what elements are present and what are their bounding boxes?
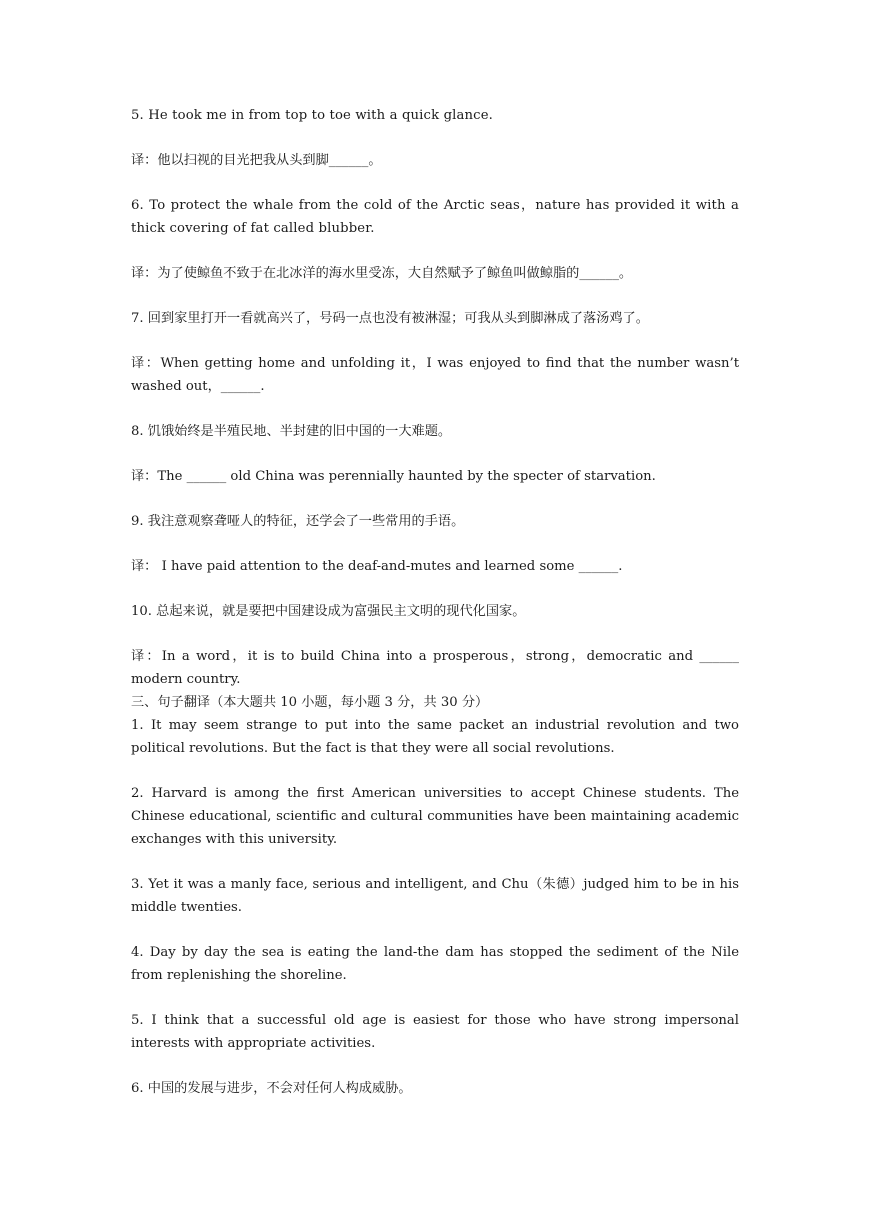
question-6-english: 6. To protect the whale from the cold of the Arctic seas，nature has provided it with a thick covering of fat called blubber.: [131, 198, 744, 236]
sentence-4: 4. Day by day the sea is eating the land-the dam has stopped the sediment of the Nile from replenishing the shoreline.: [131, 945, 744, 983]
question-8-chinese: 8. 饥饿始终是半殖民地、半封建的旧中国的一大难题。: [131, 424, 452, 439]
sentence-6: 6. 中国的发展与进步，不会对任何人构成威胁。: [131, 1081, 412, 1096]
sentence-1: 1. It may seem strange to put into the same packet an industrial revolution and two political revolutions. But the fact is that they were all social revolutions.: [131, 718, 744, 756]
question-10-chinese: 10. 总起来说，就是要把中国建设成为富强民主文明的现代化国家。: [131, 604, 526, 619]
question-5-translation: 译：他以扫视的目光把我从头到脚______。: [131, 153, 382, 168]
question-9-translation: 译： I have paid attention to the deaf-and-mutes and learned some ______.: [131, 559, 623, 574]
question-7-chinese: 7. 回到家里打开一看就高兴了，号码一点也没有被淋湿；可我从头到脚淋成了落汤鸡了。: [131, 311, 649, 326]
question-10-translation: 译：In a word，it is to build China into a prosperous，strong，democratic and ______ modern country.: [131, 649, 744, 687]
sentence-5: 5. I think that a successful old age is easiest for those who have strong impersonal interests with appropriate activities.: [131, 1013, 744, 1051]
question-7-translation: 译：When getting home and unfolding it，I was enjoyed to find that the number wasn’t washed out，______.: [131, 356, 744, 394]
sentence-3: 3. Yet it was a manly face, serious and intelligent, and Chu（朱德）judged him to be in his middle twenties.: [131, 877, 744, 915]
question-9-chinese: 9. 我注意观察聋哑人的特征，还学会了一些常用的手语。: [131, 514, 465, 529]
question-6-translation: 译：为了使鲸鱼不致于在北冰洋的海水里受冻，大自然赋予了鲸鱼叫做鲸脂的______。: [131, 266, 633, 281]
document-page: [131, 104, 744, 1100]
question-8-translation: 译：The ______ old China was perennially haunted by the specter of starvation.: [131, 469, 656, 484]
section-3-heading: 三、句子翻译（本大题共 10 小题，每小题 3 分，共 30 分）: [131, 695, 489, 710]
sentence-2: 2. Harvard is among the first American universities to accept Chinese students. The Chinese educational, scientific and cultural communities have been maintaining academic exchanges with this university.: [131, 786, 744, 847]
question-5-english: 5. He took me in from top to toe with a quick glance.: [131, 108, 494, 123]
